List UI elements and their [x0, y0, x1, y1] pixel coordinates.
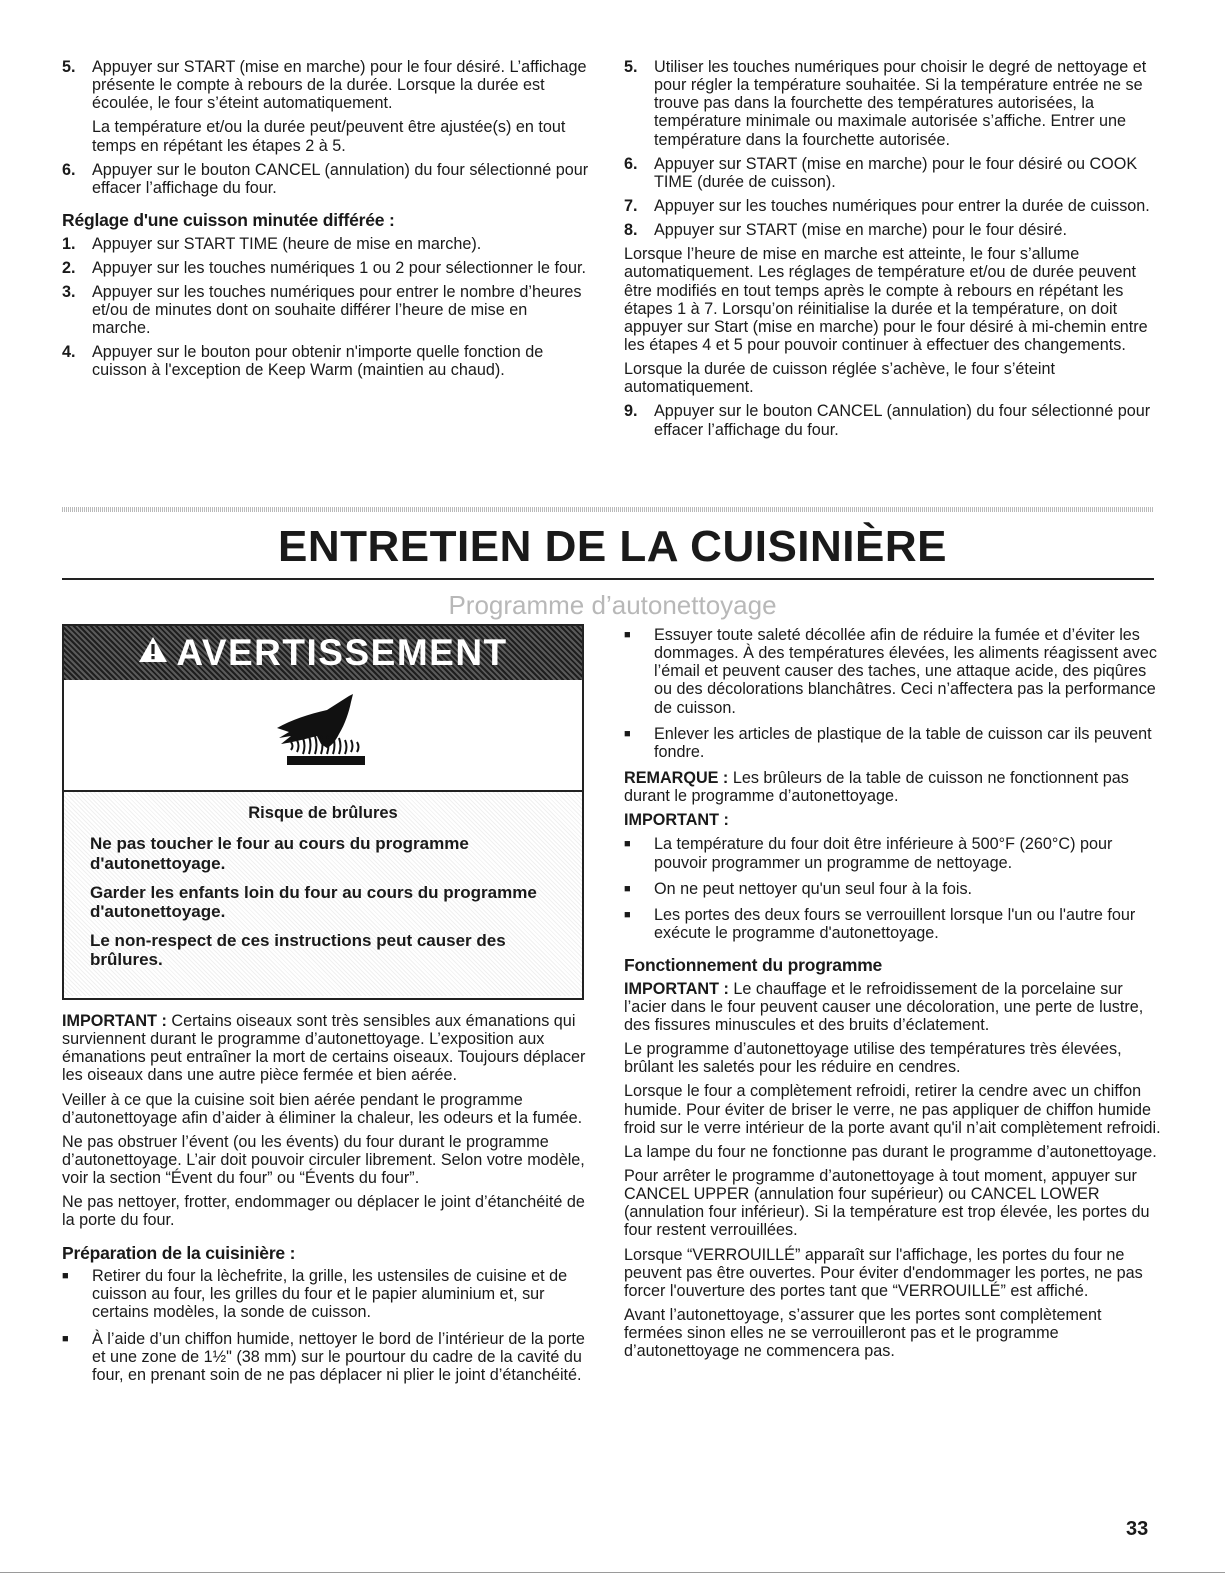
important-label: IMPORTANT : — [624, 979, 729, 998]
top-left-column — [62, 58, 590, 386]
square-bullet-icon: ■ — [624, 838, 631, 851]
hatched-divider — [62, 507, 1154, 512]
paragraph: Ne pas obstruer l’évent (ou les évents) du four durant le programme d’autonettoyage. L’air doit pouvoir circuler librement. Selon votre modèle, voir la section “Évent du four” ou “Évents du four”. — [62, 1132, 585, 1188]
top-right-column — [624, 58, 1164, 445]
paragraph: Veiller à ce que la cuisine soit bien aérée pendant le programme d’autonettoyage afin d’aider à éliminer la chaleur, les odeurs et la fumée. — [62, 1090, 583, 1127]
step-number: 6. — [62, 160, 76, 179]
bullet-text: À l’aide d’un chiffon humide, nettoyer le bord de l’intérieur de la porte et une zone de 1½" (38 mm) sur le pourtour du cadre de la cavité du four, en prenant soin de ne pas déplacer ni plier le joint d’étanchéité. — [92, 1329, 585, 1384]
page-number: 33 — [1126, 1518, 1149, 1540]
bullet-text: Enlever les articles de plastique de la table de cuisson car ils peuvent fondre. — [654, 724, 1152, 761]
bullet-text: La température du four doit être inférieure à 500°F (260°C) pour pouvoir programmer un programme de nettoyage. — [654, 835, 1113, 872]
square-bullet-icon: ■ — [62, 1270, 69, 1283]
step-item — [624, 402, 1164, 438]
bottom-left-column — [62, 1012, 590, 1392]
important-label: IMPORTANT : — [62, 1012, 167, 1030]
bullet-item — [624, 725, 1164, 761]
delayed-cook-heading: Réglage d'une cuisson minutée différée : — [62, 209, 395, 230]
step-number: 2. — [62, 258, 76, 277]
warning-box — [62, 624, 584, 1000]
bullet-text: On ne peut nettoyer qu'un seul four à la fois. — [654, 879, 973, 898]
bullet-item — [624, 880, 1164, 898]
paragraph: Avant l’autonettoyage, s’assurer que les portes sont complètement fermées sinon elles ne se verrouilleront pas et le programme d’autonettoyage ne commencera pas. — [624, 1305, 1102, 1361]
warning-line: Ne pas toucher le four au cours du programme d'autonettoyage. — [90, 834, 469, 873]
bottom-right-column — [624, 626, 1164, 1366]
remarque-note — [624, 769, 1164, 805]
square-bullet-icon: ■ — [624, 908, 631, 921]
paragraph: Lorsque “VERROUILLÉ” apparaît sur l'affichage, les portes du four ne peuvent pas être ouvertes. Pour éviter d'endommager les portes, ne pas forcer l'ouverture des portes tant que “VERROUILLÉ” est affiché. — [624, 1245, 1143, 1300]
step-item — [62, 235, 590, 253]
step-number: 6. — [624, 154, 638, 173]
step-number: 4. — [62, 343, 76, 362]
step-item — [62, 343, 590, 379]
warning-line: Le non-respect de ces instructions peut causer des brûlures. — [90, 930, 506, 969]
step-number: 7. — [624, 196, 638, 215]
step-item — [62, 259, 590, 277]
square-bullet-icon: ■ — [62, 1332, 69, 1345]
step-item — [62, 58, 590, 112]
square-bullet-icon: ■ — [624, 727, 631, 740]
step-number: 3. — [62, 282, 76, 301]
important-text: Certains oiseaux sont très sensibles aux émanations qui surviennent durant le programme d’autonettoyage. L’exposition aux émanations peut entraîner la mort de certains oiseaux. Toujours déplacer les oiseaux dans une autre pièce fermée et bien aérée. — [62, 1012, 586, 1085]
bullet-item — [624, 626, 1164, 717]
title-rule — [62, 578, 1154, 580]
step-number: 1. — [62, 234, 76, 253]
important-note — [624, 980, 1164, 1034]
bullet-item — [62, 1330, 590, 1384]
step-number: 5. — [624, 58, 638, 76]
step-item — [62, 283, 590, 337]
paragraph: Le programme d’autonettoyage utilise des températures très élevées, brûlant les saletés pour les réduire en cendres. — [624, 1040, 1122, 1077]
step-item — [624, 221, 1164, 239]
paragraph: Lorsque le four a complètement refroidi, retirer la cendre avec un chiffon humide. Pour éviter de briser le verre, ne pas appliquer de chiffon humide froid sur le verre intérieur de la porte avant qu'il n’ait complètement refroidi. — [624, 1082, 1161, 1137]
bullet-item — [624, 906, 1164, 942]
step-text: Appuyer sur le bouton CANCEL (annulation) du four sélectionné pour effacer l’affichage du four. — [92, 160, 589, 197]
bullet-text: Essuyer toute saleté décollée afin de réduire la fumée et d’éviter les dommages. À des températures élevées, les aliments réagissent avec l’émail et peuvent causer des taches, une attaque acide, des piqûres ou des décolorations blanchâtres. Ceci n’affectera pas la performance de cuisson. — [654, 626, 1157, 717]
hazard-image-area — [64, 680, 582, 792]
important-note — [62, 1012, 590, 1085]
paragraph: Pour arrêter le programme d’autonettoyage à tout moment, appuyer sur CANCEL UPPER (annulation four supérieur) ou CANCEL LOWER (annulation four inférieur). Si la température est trop élevée, les portes du four restent verrouillées. — [624, 1166, 1150, 1240]
step-text: Appuyer sur les touches numériques pour entrer la durée de cuisson. — [654, 196, 1150, 215]
remarque-text: Les brûleurs de la table de cuisson ne fonctionnent pas durant le programme d’autonettoyage. — [624, 768, 1129, 806]
operation-heading: Fonctionnement du programme — [624, 955, 883, 976]
step-text: Appuyer sur START (mise en marche) pour le four désiré. — [654, 221, 1067, 240]
bullet-text: Retirer du four la lèchefrite, la grille, les ustensiles de cuisine et de cuisson au four, les grilles du four et le papier aluminium et, sur certains modèles, la sonde de cuisson. — [92, 1267, 568, 1322]
step-sub-paragraph: La température et/ou la durée peut/peuvent être ajustée(s) en tout temps en répétant les étapes 2 à 5. — [92, 118, 566, 155]
step-item — [624, 58, 1164, 149]
square-bullet-icon: ■ — [624, 882, 631, 895]
step-text: Appuyer sur le bouton pour obtenir n'importe quelle fonction de cuisson à l'exception de Keep Warm (maintien au chaud). — [92, 343, 544, 380]
step-number: 5. — [62, 58, 76, 76]
remarque-label: REMARQUE : — [624, 768, 729, 787]
bottom-rule — [0, 1572, 1225, 1573]
step-item — [624, 155, 1164, 191]
warning-triangle-icon — [138, 627, 168, 681]
step-number: 9. — [624, 402, 638, 421]
bullet-item — [62, 1267, 590, 1321]
warning-header-text: AVERTISSEMENT — [176, 632, 508, 673]
hand-heat-burn-icon — [269, 690, 379, 780]
section-subtitle: Programme d’autonettoyage — [448, 590, 777, 620]
step-text: Appuyer sur le bouton CANCEL (annulation) du four sélectionné pour effacer l’affichage du four. — [654, 402, 1151, 439]
warning-line: Garder les enfants loin du four au cours du programme d'autonettoyage. — [90, 882, 537, 921]
important-text: Le chauffage et le refroidissement de la porcelaine sur l’acier dans le four peuvent causer une décoloration, une perte de lustre, des fissures minuscules et des bruits d’éclatement. — [624, 979, 1144, 1034]
paragraph: La lampe du four ne fonctionne pas durant le programme d’autonettoyage. — [624, 1142, 1157, 1161]
step-text: Appuyer sur START (mise en marche) pour le four désiré. L’affichage présente le compte à rebours de la durée. Lorsque la durée est écoulée, le four s’éteint automatiquement. — [92, 58, 587, 113]
warning-title: Risque de brûlures — [248, 804, 398, 822]
step-text: Appuyer sur START TIME (heure de mise en marche). — [92, 234, 482, 253]
preparation-heading: Préparation de la cuisinière : — [62, 1242, 296, 1263]
square-bullet-icon: ■ — [624, 629, 631, 641]
section-title: ENTRETIEN DE LA CUISINIÈRE — [278, 522, 947, 571]
paragraph: Ne pas nettoyer, frotter, endommager ou déplacer le joint d’étanchéité de la porte du four. — [62, 1193, 585, 1230]
paragraph: Lorsque l’heure de mise en marche est atteinte, le four s’allume automatiquement. Les réglages de température et/ou de durée peuvent être modifiés en tout temps après le compte à rebours en répétant les étapes 1 à 7. Lorsqu’on réinitialise la durée et la température, on doit appuyer sur Start (mise en marche) pour le four désiré à mi-chemin entre les étapes 4 et 5 pour pouvoir continuer à effectuer des changements. — [624, 245, 1148, 354]
important-heading: IMPORTANT : — [624, 811, 729, 830]
warning-header — [64, 626, 582, 680]
bullet-item — [624, 835, 1164, 871]
step-item — [62, 161, 590, 197]
step-item — [624, 197, 1164, 215]
warning-text-area — [64, 792, 582, 996]
step-number: 8. — [624, 221, 638, 240]
paragraph: Lorsque la durée de cuisson réglée s’achève, le four s’éteint automatiquement. — [624, 360, 1056, 397]
step-text: Appuyer sur START (mise en marche) pour le four désiré ou COOK TIME (durée de cuisson). — [654, 154, 1138, 191]
bullet-text: Les portes des deux fours se verrouillent lorsque l'un ou l'autre four exécute le programme d'autonettoyage. — [654, 905, 1136, 942]
step-text: Utiliser les touches numériques pour choisir le degré de nettoyage et pour régler la température souhaitée. Si la température entrée ne se trouve pas dans la fourchette des températures autorisées, la température minimale ou maximale autorisée s’affiche. Entrer une température dans la fourchette autorisée. — [654, 58, 1147, 149]
step-text: Appuyer sur les touches numériques 1 ou 2 pour sélectionner le four. — [92, 258, 587, 277]
step-text: Appuyer sur les touches numériques pour entrer le nombre d’heures et/ou de minutes dont on souhaite différer l’heure de mise en marche. — [92, 282, 582, 338]
